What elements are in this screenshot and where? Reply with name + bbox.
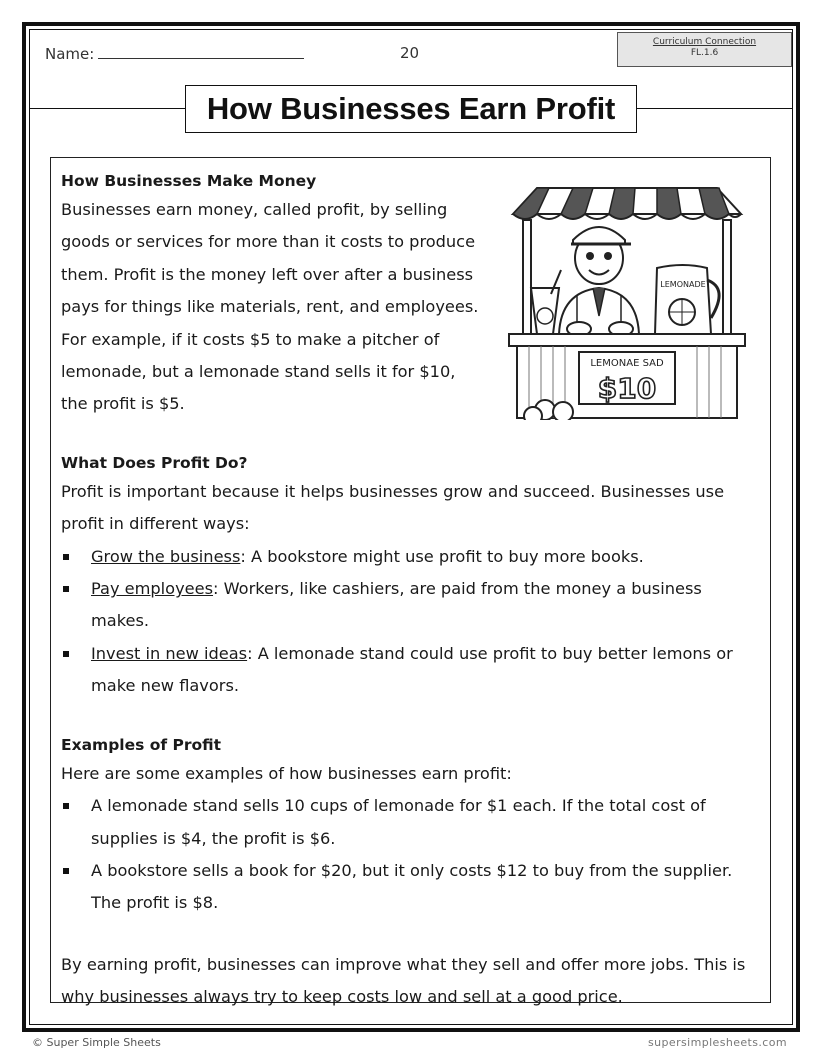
section-heading: Examples of Profit (61, 735, 222, 754)
section-body: Businesses earn money, called profit, by selling goods or services for more than it costs to produce them. Profit is the money left over after a business pays for things like materials, rent, and employees. For example, if it costs $5 to make a pitcher of lemonade, but a lemonade stand sells it for $10, the profit is $5. (61, 200, 479, 414)
reading-passage (50, 157, 771, 1007)
list-item: A bookstore sells a book for $20, but it only costs $12 to buy from the supplier. The profit is $8. (61, 855, 760, 920)
curriculum-title: Curriculum Connection (652, 37, 757, 47)
list-item-text: : Workers, like cashiers, are paid from the money a business makes. (91, 579, 702, 631)
section-what-does-profit-do (61, 450, 760, 703)
list-item (61, 638, 760, 703)
name-field[interactable] (45, 44, 304, 63)
list-item: A lemonade stand sells 10 cups of lemonade for $1 each. If the total cost of supplies is $4, the profit is $6. (61, 790, 760, 855)
list-item-term: Pay employees (91, 579, 214, 599)
lemonade-stand-illustration (507, 184, 747, 420)
sign-price: $10 (597, 372, 657, 405)
section-heading: What Does Profit Do? (61, 453, 248, 472)
section-examples-of-profit (61, 732, 760, 920)
pitcher-label: LEMONADE (660, 280, 706, 289)
spacer (61, 421, 760, 450)
curriculum-connection-box (617, 32, 792, 67)
section-intro: Here are some examples of how businesses earn profit: (61, 763, 512, 783)
name-blank-line[interactable] (98, 44, 304, 59)
section-intro: Profit is important because it helps businesses grow and succeed. Businesses use profit in different ways: (61, 481, 725, 534)
list-item-text: : A lemonade stand could use profit to buy better lemons or make new flavors. (91, 643, 733, 696)
page-number: 20 (400, 44, 420, 62)
spacer (61, 920, 760, 949)
profit-uses-list (61, 541, 760, 703)
title-box (185, 85, 637, 133)
section-heading: How Businesses Make Money (61, 172, 317, 190)
curriculum-code: FL.1.6 (690, 48, 719, 58)
name-label: Name: (45, 45, 95, 63)
spacer (61, 703, 760, 732)
examples-list (61, 790, 760, 920)
list-item (61, 541, 760, 573)
sign-text: LEMONAE SAD (590, 358, 664, 369)
page-title: How Businesses Earn Profit (206, 91, 616, 126)
list-item-term: Grow the business (91, 546, 241, 566)
list-item-text: : A bookstore might use profit to buy more books. (240, 546, 644, 566)
footer-website[interactable]: supersimplesheets.com (648, 1036, 787, 1049)
footer-copyright: © Super Simple Sheets (32, 1036, 161, 1049)
conclusion-paragraph: By earning profit, businesses can improve what they sell and offer more jobs. This is why businesses always try to keep costs low and sell at a good price. (61, 954, 746, 1007)
list-item (61, 573, 760, 638)
list-item-term: Invest in new ideas (91, 643, 248, 663)
